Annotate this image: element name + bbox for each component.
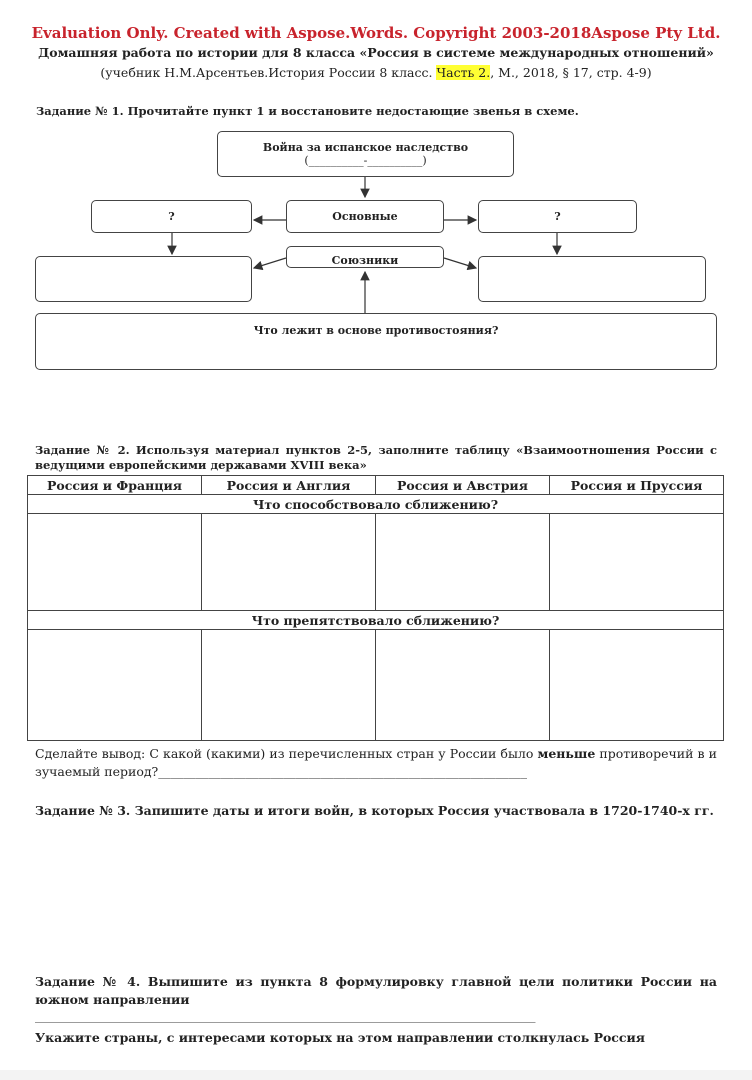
subtitle-post: , М., 2018, § 17, стр. 4-9): [490, 65, 652, 80]
task4-question: Укажите страны, с интересами которых на этом направлении столкнулась Россия: [35, 1030, 646, 1045]
table-cell[interactable]: [550, 630, 724, 741]
box-left-blank: [35, 256, 252, 302]
conclusion-bold: меньше: [537, 746, 596, 761]
relations-table: [27, 475, 724, 741]
table-cell[interactable]: [28, 514, 202, 611]
table-cell[interactable]: [28, 630, 202, 741]
box-main: Основные: [286, 200, 444, 233]
box-bottom: Что лежит в основе противостояния?: [35, 313, 717, 370]
task4-heading: Задание № 4. Выпишите из пункта 8 формулировку главной цели политики России на южном направлении: [35, 974, 717, 1007]
task2-conclusion: [35, 745, 717, 781]
section-heading-2: Что препятствовало сближению?: [28, 611, 724, 630]
task2-heading: Задание № 2. Используя материал пунктов 2-5, заполните таблицу «Взаимоотношения России с ведущими европейскими державами XVIII века»: [35, 443, 717, 472]
col-header: Россия и Пруссия: [550, 476, 724, 495]
box-right-blank: [478, 256, 706, 302]
box-left-question: ?: [91, 200, 252, 233]
table-cell[interactable]: [376, 514, 550, 611]
col-header: Россия и Франция: [28, 476, 202, 495]
subtitle-highlight: Часть 2.: [436, 65, 491, 80]
col-header: Россия и Австрия: [376, 476, 550, 495]
conclusion-post: противоречий в изучаемый период?___________________________________________________________: [35, 746, 717, 779]
box-war: [217, 131, 514, 177]
task1-heading: Задание № 1. Прочитайте пункт 1 и восстановите недостающие звенья в схеме.: [36, 104, 579, 118]
box-allies: Союзники: [286, 246, 444, 268]
task3-heading: Задание № 3. Запишите даты и итоги войн, в которых Россия участвовала в 1720-1740-х гг.: [35, 803, 714, 818]
conclusion-pre: Сделайте вывод: С какой (какими) из перечисленных стран у России было: [35, 746, 538, 761]
subtitle-pre: (учебник Н.М.Арсентьев.История России 8 класс.: [100, 65, 437, 80]
watermark: Evaluation Only. Created with Aspose.Words. Copyright 2003-2018Aspose Pty Ltd.: [31, 24, 721, 42]
answer-line: ___________________________________________________________________________________________: [35, 1010, 536, 1023]
page-title: Домашняя работа по истории для 8 класса «Россия в системе международных отношений»: [38, 45, 714, 60]
section-heading-1: Что способствовало сближению?: [28, 495, 724, 514]
table-cell[interactable]: [376, 630, 550, 741]
table-cell[interactable]: [202, 630, 376, 741]
table-cell[interactable]: [550, 514, 724, 611]
col-header: Россия и Англия: [202, 476, 376, 495]
box-war-dates: (__________-__________): [304, 154, 427, 167]
table-cell[interactable]: [202, 514, 376, 611]
box-right-question: ?: [478, 200, 637, 233]
box-war-title: Война за испанское наследство: [262, 141, 469, 154]
